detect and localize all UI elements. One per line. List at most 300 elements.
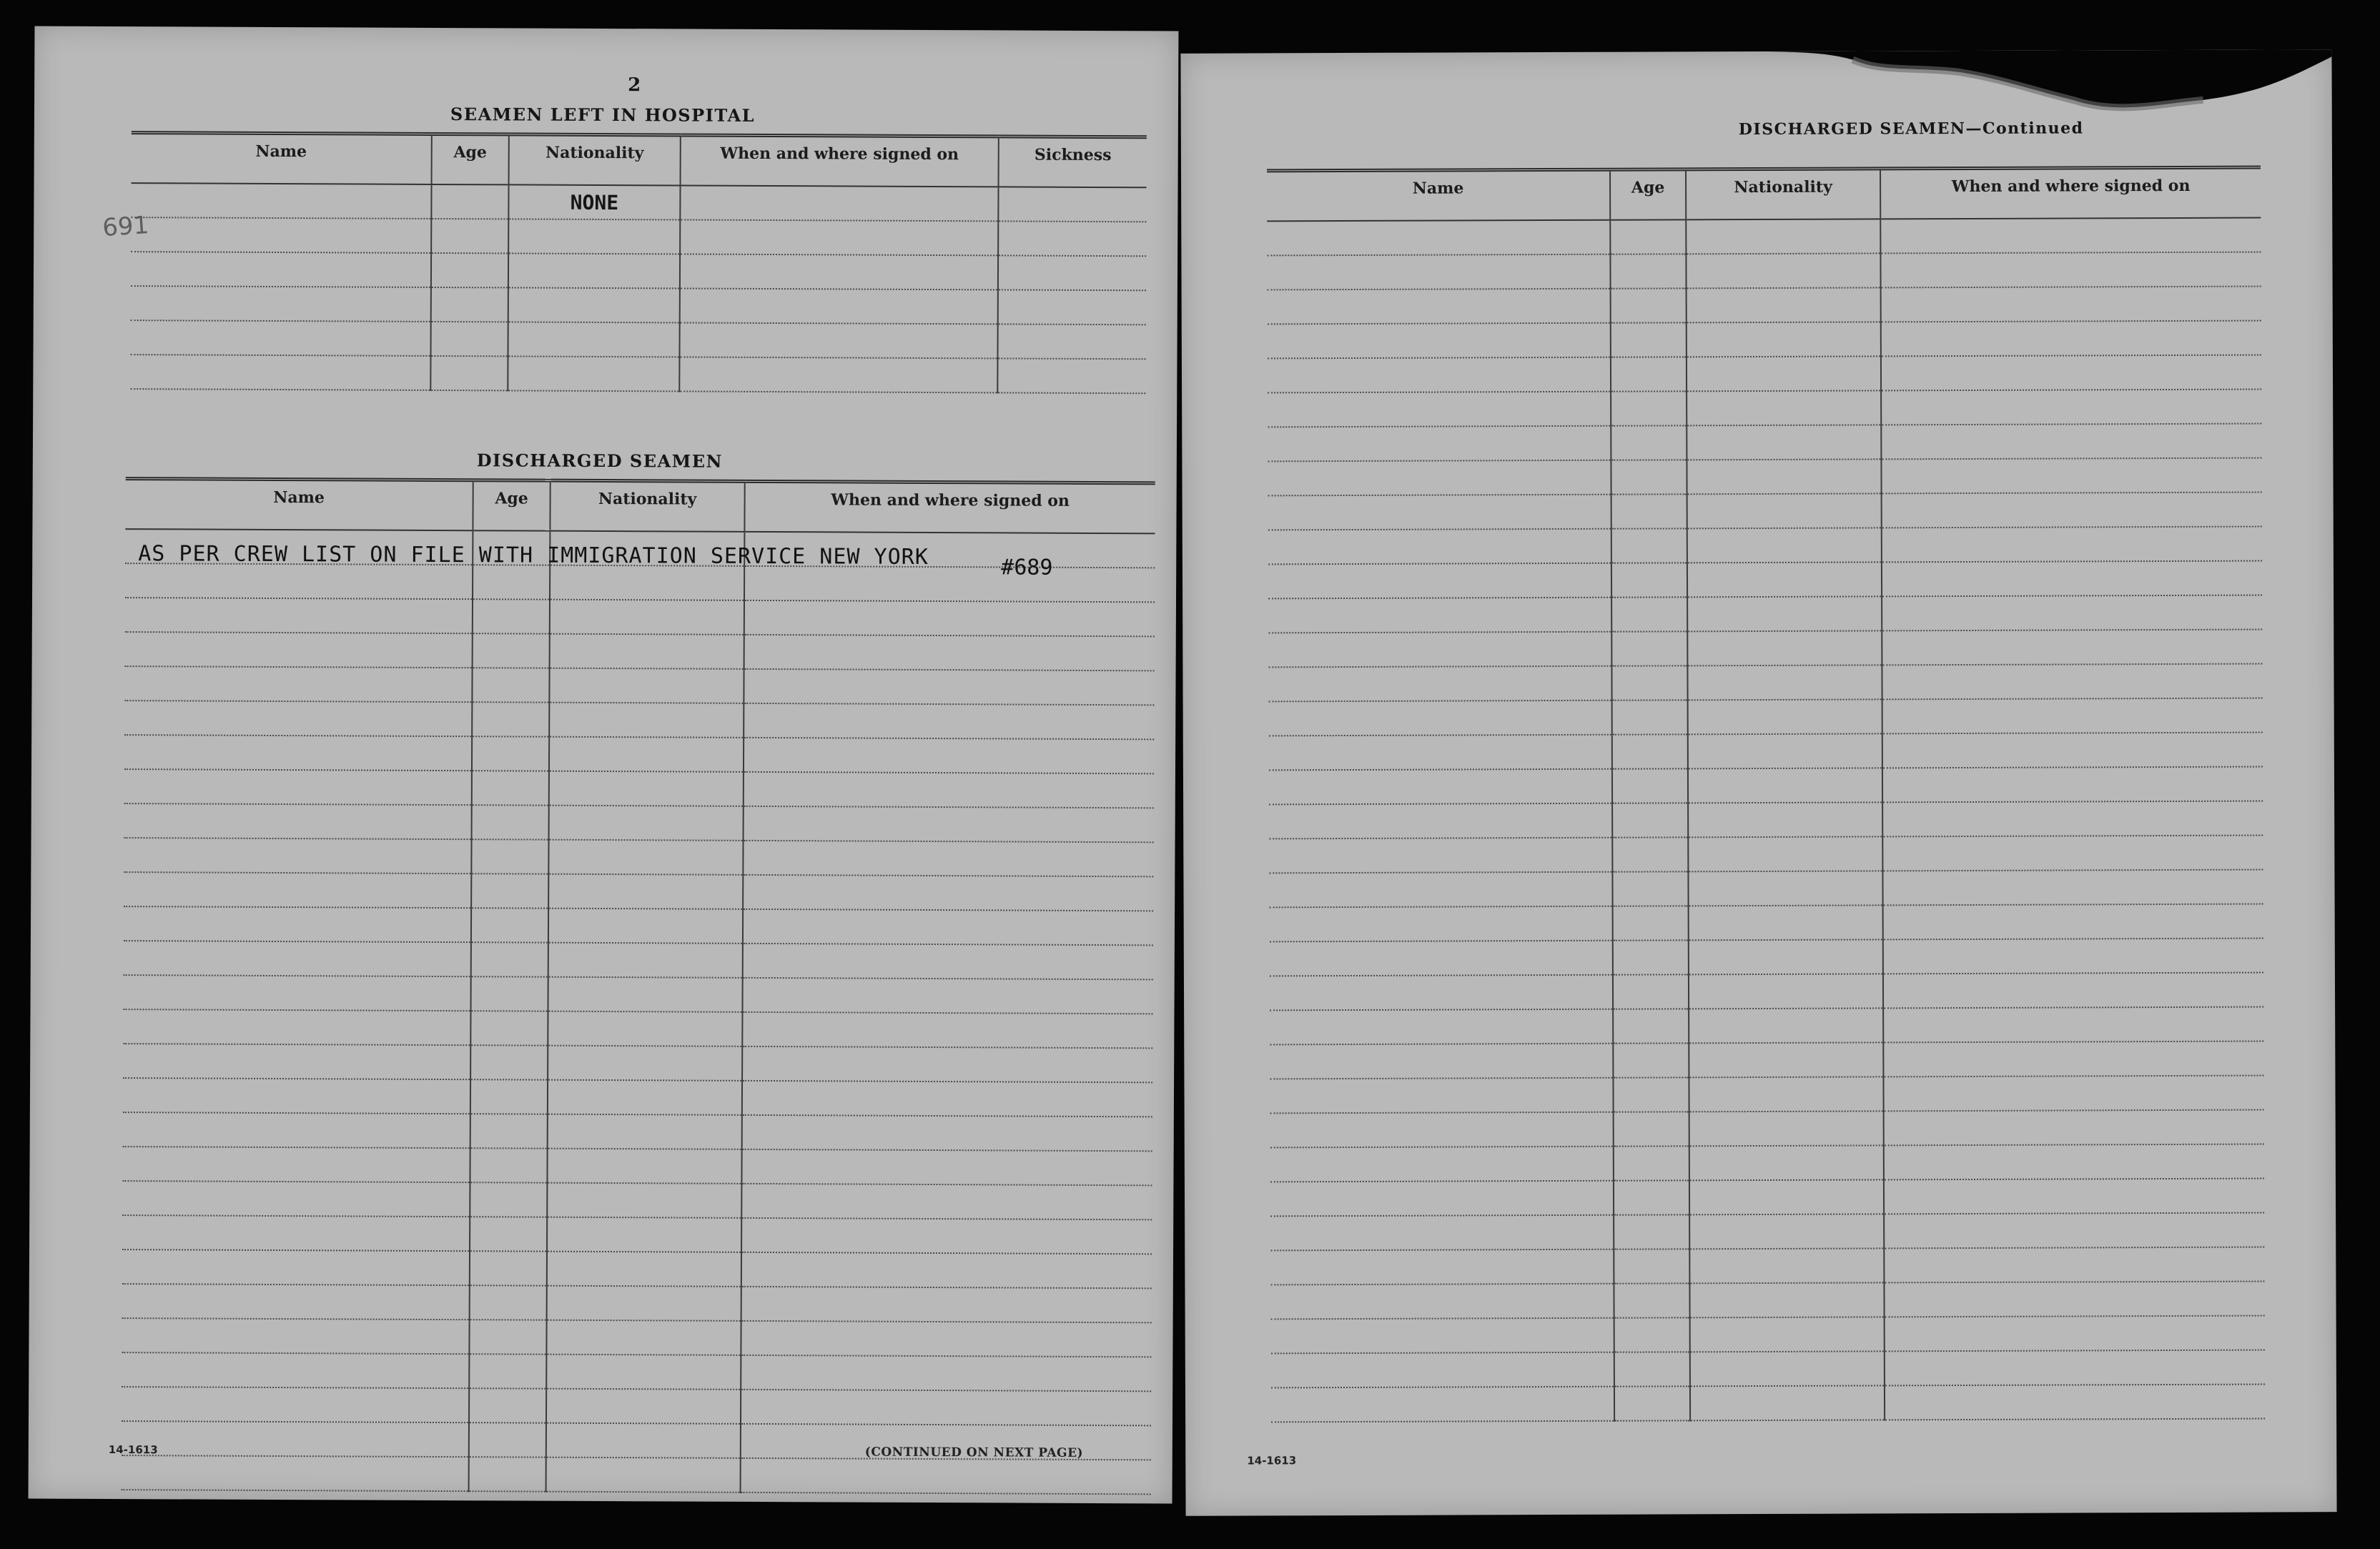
table-cell [1614,1146,1689,1180]
table-cell [1268,632,1611,668]
table-cell [1689,1248,1884,1283]
table-row [1270,1213,2264,1251]
table-cell [1614,1249,1689,1283]
table-cell [1884,1110,2264,1146]
table-cell [470,1148,547,1182]
table-cell [125,563,473,599]
table-cell [549,668,744,703]
table-cell [1687,390,1881,425]
table-cell [470,1182,547,1217]
table-cell [548,874,743,909]
table-cell [1687,356,1881,391]
right-form-page [1180,49,2336,1516]
table-cell [1271,1352,1614,1388]
table-cell [130,320,430,356]
table-cell [1686,219,1880,254]
table-cell [679,322,997,358]
table-cell [1268,392,1611,427]
table-cell [469,1320,546,1354]
table-cell [1882,527,2262,563]
table-cell [124,906,471,942]
table-cell [1687,287,1881,322]
table-cell [123,1078,470,1114]
table-cell [125,598,473,633]
table-cell [1270,1078,1613,1114]
table-row [1268,355,2261,393]
table-cell [1885,1350,2265,1386]
table-cell [1269,838,1612,874]
table-cell [1881,458,2261,494]
table-cell [470,1045,548,1079]
table-cell [1611,665,1687,700]
table-cell [1612,803,1688,837]
table-row [1268,595,2262,633]
table-row [124,872,1153,911]
table-cell [1690,1317,1885,1352]
table-row [122,1215,1152,1254]
table-cell [741,1390,1151,1426]
table-cell [472,805,549,839]
table-row [131,286,1146,325]
table-cell [1883,1007,2263,1043]
table-cell [546,1389,741,1424]
table-cell [1687,322,1881,357]
table-cell [744,703,1154,740]
table-cell [469,1388,546,1422]
column-header-age: Age [473,480,550,531]
table-row [1271,1385,2265,1422]
table-cell [1882,836,2263,871]
table-cell [471,839,548,874]
table-row [1270,1007,2263,1045]
table-cell [1882,801,2263,837]
table-row [1271,1350,2265,1388]
table-cell [508,219,680,254]
table-cell [1882,767,2263,803]
pencil-annotation: 691 [102,210,150,243]
table-cell [743,841,1153,877]
typed-reference-number: #689 [1001,555,1053,580]
form-number: 14-1613 [108,1442,158,1457]
table-row [123,1009,1152,1048]
table-cell [744,772,1154,808]
table-cell [1884,1144,2264,1180]
table-cell [1690,1385,1885,1420]
table-cell [1688,699,1882,734]
table-cell [1689,1077,1883,1112]
table-cell [1689,1008,1883,1043]
table-cell [1881,355,2261,391]
table-cell [1882,595,2262,631]
table-cell [1882,493,2262,528]
table-cell [1884,1213,2264,1249]
table-cell [122,1318,469,1354]
table-row [122,1284,1152,1322]
table-cell [1611,288,1687,322]
table-cell [548,909,743,944]
table-row [1271,1316,2265,1354]
table-cell [125,632,473,668]
table-cell [1270,1249,1614,1285]
table-cell [1883,1076,2263,1112]
table-cell [1881,287,2261,322]
table-cell [744,738,1154,774]
table-cell [1271,1387,1614,1422]
table-cell [549,737,744,772]
column-header-signed-on: When and where signed on [681,135,999,187]
table-cell [1882,870,2263,906]
table-cell [1270,1009,1613,1045]
table-cell [472,668,549,702]
table-cell [469,1457,546,1491]
table-cell [549,806,744,841]
table-cell [548,1011,742,1046]
table-cell [1268,666,1611,702]
table-cell [998,289,1146,325]
table-cell [122,1352,469,1388]
table-cell [1611,391,1687,425]
form-number: 14-1613 [1247,1454,1297,1468]
table-cell [1267,220,1610,256]
table-cell [546,1423,741,1458]
table-cell [472,771,549,805]
table-cell [470,1285,547,1320]
table-cell [470,1079,548,1114]
table-row [122,1387,1151,1425]
table-cell [473,633,550,668]
table-cell [1614,1180,1689,1214]
table-cell [431,219,508,253]
table-row [124,666,1154,705]
table-cell [997,358,1145,393]
table-cell [546,1458,741,1493]
table-cell [123,1009,470,1045]
table-cell [1269,872,1612,908]
table-cell [1270,1181,1614,1217]
table-cell [1270,975,1613,1011]
table-row [1270,973,2263,1011]
table-row [124,906,1153,945]
table-cell [1269,701,1612,736]
table-cell [1270,1215,1614,1251]
table-row [122,1318,1151,1357]
table-cell [131,286,431,322]
table-cell [1270,941,1613,976]
table-cell [680,219,998,255]
table-cell [1881,390,2261,425]
table-cell [550,634,744,669]
table-cell [1884,1179,2264,1214]
table-row [1267,218,2261,256]
table-cell [1610,219,1686,254]
table-cell [547,1286,741,1321]
table-row [1268,287,2261,325]
table-row [124,803,1154,842]
table-cell [1268,598,1611,633]
table-cell [1686,253,1880,288]
table-cell [1689,1042,1883,1077]
table-cell [1611,563,1687,597]
table-row [124,735,1154,773]
table-row [131,217,1146,256]
table-cell [122,1181,470,1217]
table-cell [1614,1386,1690,1420]
table-cell [1610,254,1686,288]
table-cell [122,1387,469,1422]
table-cell [744,669,1154,706]
table-row [124,941,1153,979]
table-cell [1613,1077,1689,1112]
table-cell [1611,425,1687,460]
table-cell [1612,700,1688,734]
table-cell [744,600,1155,637]
table-row [1270,1110,2264,1148]
table-cell [473,565,550,599]
table-cell [1612,768,1688,803]
table-cell [130,355,430,390]
table-row [1268,561,2262,599]
table-cell [1270,906,1613,942]
table-cell [1269,735,1612,771]
table-cell [1885,1316,2265,1352]
table-cell [131,252,431,287]
table-cell [548,977,742,1012]
table-cell [508,253,680,288]
table-cell [1614,1283,1689,1317]
column-header-name: Name [132,133,432,184]
table-row [1269,870,2263,908]
table-cell [508,322,679,357]
table-cell [742,1115,1152,1152]
table-cell [1690,1351,1885,1386]
discharged-table [122,477,1155,1495]
table-cell [546,1355,741,1390]
table-cell [1883,1041,2263,1077]
table-cell [431,253,508,287]
table-cell [124,838,471,874]
table-cell [1881,321,2261,357]
table-cell [1880,252,2261,288]
table-cell [680,185,998,221]
table-cell [741,1252,1152,1289]
table-cell [743,909,1153,946]
table-row [124,701,1154,739]
table-cell [1880,218,2261,254]
table-row [1269,836,2263,874]
table-cell [741,1218,1152,1254]
table-cell [1611,357,1687,391]
table-cell [743,875,1153,911]
column-header-age: Age [432,134,509,184]
table-cell [122,1284,470,1320]
table-cell [1611,597,1687,631]
table-cell [123,1112,470,1148]
table-cell [1267,254,1610,290]
table-cell [124,769,472,805]
table-cell [124,803,472,839]
table-cell [472,736,549,771]
table-cell [1614,1317,1690,1352]
table-row [131,252,1146,290]
table-cell [124,975,471,1011]
table-row [1270,1247,2264,1285]
table-cell [548,840,743,875]
table-cell [680,254,998,289]
table-cell [469,1354,546,1388]
table-cell [1613,906,1689,940]
table-cell [741,1149,1152,1186]
table-cell [1687,425,1881,460]
table-cell [1614,1214,1689,1249]
table-cell [1687,459,1881,494]
table-cell [741,1355,1151,1392]
table-row [124,769,1154,808]
table-cell [1612,871,1688,906]
table-cell [741,1321,1151,1357]
table-cell [1883,904,2263,940]
table-cell [1613,940,1689,974]
table-cell [124,701,472,736]
table-row [1268,458,2261,496]
table-cell [1268,426,1611,462]
table-cell [1687,493,1882,528]
table-cell [1881,424,2261,460]
table-cell [548,1080,742,1115]
table-row [1270,1144,2264,1182]
table-cell [1884,1282,2264,1317]
table-cell [1687,630,1882,665]
table-cell [1268,460,1611,496]
table-cell [998,187,1146,222]
table-cell [1270,1147,1614,1182]
discharged-continued-table-body [1267,218,2265,1422]
table-row [125,632,1155,670]
column-header-age: Age [1610,169,1686,220]
table-cell [122,1455,469,1491]
discharged-table-body [122,529,1155,1494]
table-cell [472,702,549,736]
table-cell [1614,1112,1689,1146]
table-cell [470,1011,548,1045]
column-header-nationality: Nationality [550,480,744,532]
table-cell [549,703,744,738]
table-row [124,838,1153,876]
continued-footer-note: (CONTINUED ON NEXT PAGE) [864,1445,1084,1460]
nationality-none-entry: NONE [508,184,680,219]
page-number: 2 [628,74,641,96]
table-row [1270,1179,2264,1217]
table-cell [431,287,508,322]
column-header-sickness: Sickness [999,137,1147,187]
table-cell [1268,289,1611,325]
table-cell [1689,1145,1884,1180]
table-cell [470,1114,548,1148]
table-cell [1689,939,1883,974]
table-cell [131,217,431,253]
table-cell [1882,630,2262,665]
table-cell [1268,563,1611,599]
table-cell [1883,973,2263,1009]
column-header-name: Name [1267,169,1610,221]
table-cell [1612,734,1688,768]
table-cell [1882,664,2262,700]
table-row [1268,664,2262,702]
table-row [130,320,1145,359]
table-cell [1689,1214,1884,1249]
table-cell [743,944,1153,980]
table-row [1268,493,2262,530]
table-row [1269,733,2263,771]
table-cell [744,806,1154,843]
table-cell [1688,871,1882,906]
table-row [1270,1076,2263,1114]
table-cell [1613,1009,1689,1043]
table-cell [124,872,471,908]
table-cell [742,978,1152,1014]
table-row [123,1112,1152,1151]
hospital-table-body [130,183,1146,393]
table-cell [122,1421,469,1457]
table-cell [1613,974,1689,1009]
table-cell [1688,836,1882,871]
column-header-signed-on: When and where signed on [1880,167,2261,219]
table-cell [470,1251,547,1285]
table-cell [430,322,508,356]
table-row [123,1078,1152,1117]
column-header-name: Name [125,479,473,531]
table-row [124,975,1153,1014]
table-cell [469,1422,546,1457]
table-row [123,1044,1152,1082]
column-header-nationality: Nationality [509,134,681,186]
table-cell [998,221,1146,256]
table-row [1267,252,2261,290]
table-cell [470,976,548,1011]
table-row [1270,939,2263,976]
table-cell [742,1046,1152,1083]
table-cell [548,1046,742,1081]
table-cell [997,324,1145,359]
table-cell [1689,974,1883,1009]
table-cell [1269,803,1612,839]
table-cell [548,1114,742,1149]
table-row [1268,527,2262,565]
table-cell [550,600,744,635]
table-cell [1883,939,2263,974]
table-row [125,563,1155,602]
table-row [1270,904,2263,942]
table-cell [471,908,548,942]
table-cell [742,1081,1152,1117]
table-cell [1688,733,1882,768]
table-cell [1269,769,1612,805]
table-row [131,183,1146,222]
table-cell [508,287,680,322]
table-cell [1687,596,1882,631]
table-cell [741,1184,1152,1220]
table-cell [473,599,550,633]
table-row [122,1249,1152,1288]
table-cell [122,1215,470,1251]
table-cell [744,566,1155,603]
table-cell [470,1217,547,1251]
table-cell [1268,323,1611,359]
table-cell [1611,322,1687,357]
table-row [1270,1282,2264,1320]
discharged-continued-title: DISCHARGED SEAMEN—Continued [1738,119,2084,139]
table-cell [1612,837,1688,871]
table-cell [1611,494,1687,528]
